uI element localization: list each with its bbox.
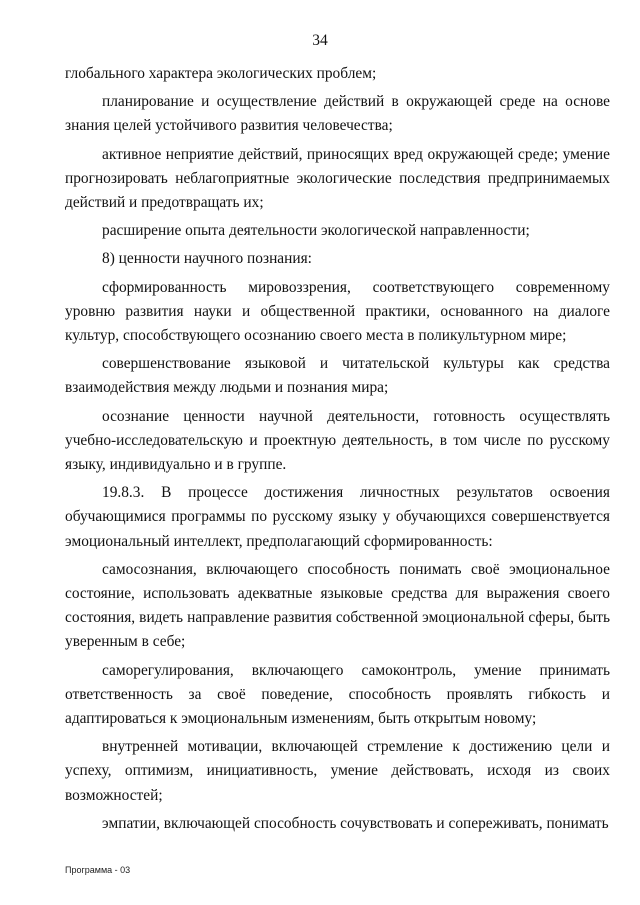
- paragraph-10: самосознания, включающего способность понимать своё эмоциональное состояние, использовать адекватные языковые средства для выражения своего состояния, видеть направление развития собственной эмоциональной сферы, быть уверенным в себе;: [65, 560, 610, 651]
- body-text: [65, 62, 610, 836]
- paragraph-3: активное неприятие действий, приносящих вред окружающей среде; умение прогнозировать неблагоприятные экологические последствия предпринимаемых действий и предотвращать их;: [65, 145, 610, 212]
- paragraph-5-heading: 8) ценности научного познания:: [102, 250, 312, 268]
- paragraph-9-section: 19.8.3. В процессе достижения личностных результатов освоения обучающимися программы по русскому языку у обучающихся совершенствуется эмоциональный интеллект, предполагающий сформированность:: [65, 484, 610, 550]
- page-number: 34: [312, 32, 328, 49]
- paragraph-8: осознание ценности научной деятельности, готовность осуществлять учебно-исследовательскую и проектную деятельность, в том числе по русскому языку, индивидуально и в группе.: [65, 407, 610, 474]
- paragraph-7: совершенствование языковой и читательской культуры как средства взаимодействия между людьми и познания мира;: [65, 355, 610, 397]
- paragraph-2: планирование и осуществление действий в окружающей среде на основе знания целей устойчивого развития человечества;: [65, 93, 610, 135]
- paragraph-11: саморегулирования, включающего самоконтроль, умение принимать ответственность за своё поведение, способность проявлять гибкость и адаптироваться к эмоциональным изменениям, быть открытым новому;: [65, 661, 610, 728]
- paragraph-1: глобального характера экологических проблем;: [65, 65, 377, 82]
- paragraph-4: расширение опыта деятельности экологической направленности;: [102, 222, 530, 240]
- paragraph-12: внутренней мотивации, включающей стремление к достижению цели и успеху, оптимизм, инициативность, умение действовать, исходя из своих возможностей;: [65, 738, 610, 804]
- paragraph-13: эмпатии, включающей способность сочувствовать и сопереживать, понимать: [102, 814, 609, 832]
- footer-label: Программа - 03: [65, 865, 131, 875]
- paragraph-6: сформированность мировоззрения, соответствующего современному уровню развития науки и общественной практики, основанного на диалоге культур, способствующего осознанию своего места в поликультурном мире;: [65, 278, 610, 345]
